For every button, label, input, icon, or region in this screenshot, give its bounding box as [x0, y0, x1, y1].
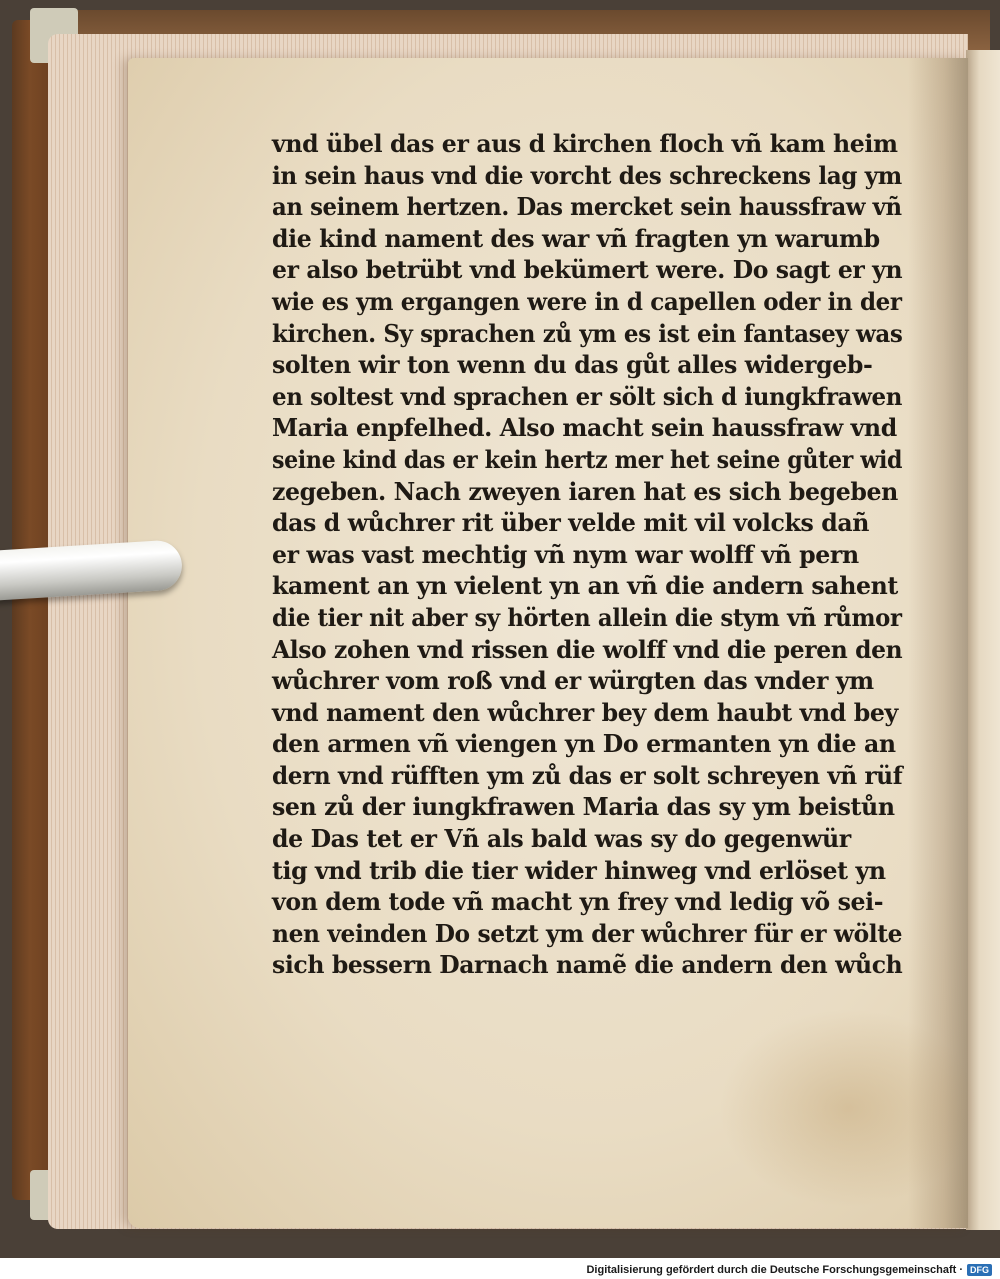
- funding-credit-text: Digitalisierung gefördert durch die Deutsche Forschungsgemeinschaft ·: [586, 1263, 963, 1276]
- page-text-block: [272, 128, 912, 981]
- text-line: wůchrer vom roß vnd er würgten das vnder ym: [272, 666, 874, 696]
- text-line: dern vnd rüfften ym zů das er solt schreyen vñ rüf: [272, 760, 903, 790]
- dfg-logo-icon: DFG: [967, 1264, 992, 1276]
- text-line: en soltest vnd sprachen er sölt sich d iungkfrawen: [272, 381, 903, 411]
- text-line: seine kind das er kein hertz mer het seine gůter wid: [272, 444, 903, 474]
- text-line: die kind nament des war vñ fragten yn warumb: [272, 223, 880, 253]
- text-line: solten wir ton wenn du das gůt alles widergeb-: [272, 350, 873, 380]
- text-line: die tier nit aber sy hörten allein die stym vñ růmor: [272, 602, 902, 632]
- text-line: tig vnd trib die tier wider hinweg vnd erlöset yn: [272, 855, 886, 885]
- text-line: vnd übel das er aus d kirchen floch vñ kam heim: [272, 129, 898, 158]
- text-line: den armen vñ viengen yn Do ermanten yn die an: [272, 729, 896, 759]
- text-line: kament an yn vielent yn an vñ die andern sahent: [272, 571, 898, 601]
- text-line: von dem tode vñ macht yn frey vnd ledig võ sei-: [272, 887, 884, 917]
- text-line: kirchen. Sy sprachen zů ym es ist ein fantasey was: [272, 318, 903, 348]
- text-line: an seinem hertzen. Das mercket sein haussfraw vñ: [272, 192, 902, 222]
- text-line: de Das tet er Vñ als bald was sy do gegenwür: [272, 824, 851, 854]
- text-line: zegeben. Nach zweyen iaren hat es sich begeben: [272, 476, 898, 506]
- footer-credit: [586, 1260, 992, 1279]
- text-line: er also betrübt vnd bekümert were. Do sagt er yn: [272, 255, 903, 285]
- page-stain: [718, 1008, 978, 1208]
- text-line: Maria enpfelhed. Also macht sein haussfraw vnd: [272, 413, 897, 443]
- text-line: er was vast mechtig vñ nym war wolff vñ pern: [272, 539, 859, 569]
- text-line: vnd nament den wůchrer bey dem haubt vnd bey: [272, 697, 898, 727]
- text-line: in sein haus vnd die vorcht des schreckens lag ym: [272, 160, 902, 190]
- text-line: sich bessern Darnach namẽ die andern den wůch: [272, 950, 903, 980]
- text-line: nen veinden Do setzt ym der wůchrer für er wölte: [272, 918, 903, 948]
- text-line: Also zohen vnd rissen die wolff vnd die peren den: [272, 634, 903, 664]
- text-line: wie es ym ergangen were in d capellen oder in der: [272, 286, 902, 316]
- text-line: das d wůchrer rit über velde mit vil volcks dañ: [272, 508, 870, 538]
- text-line: sen zů der iungkfrawen Maria das sy ym beistůn: [272, 792, 895, 822]
